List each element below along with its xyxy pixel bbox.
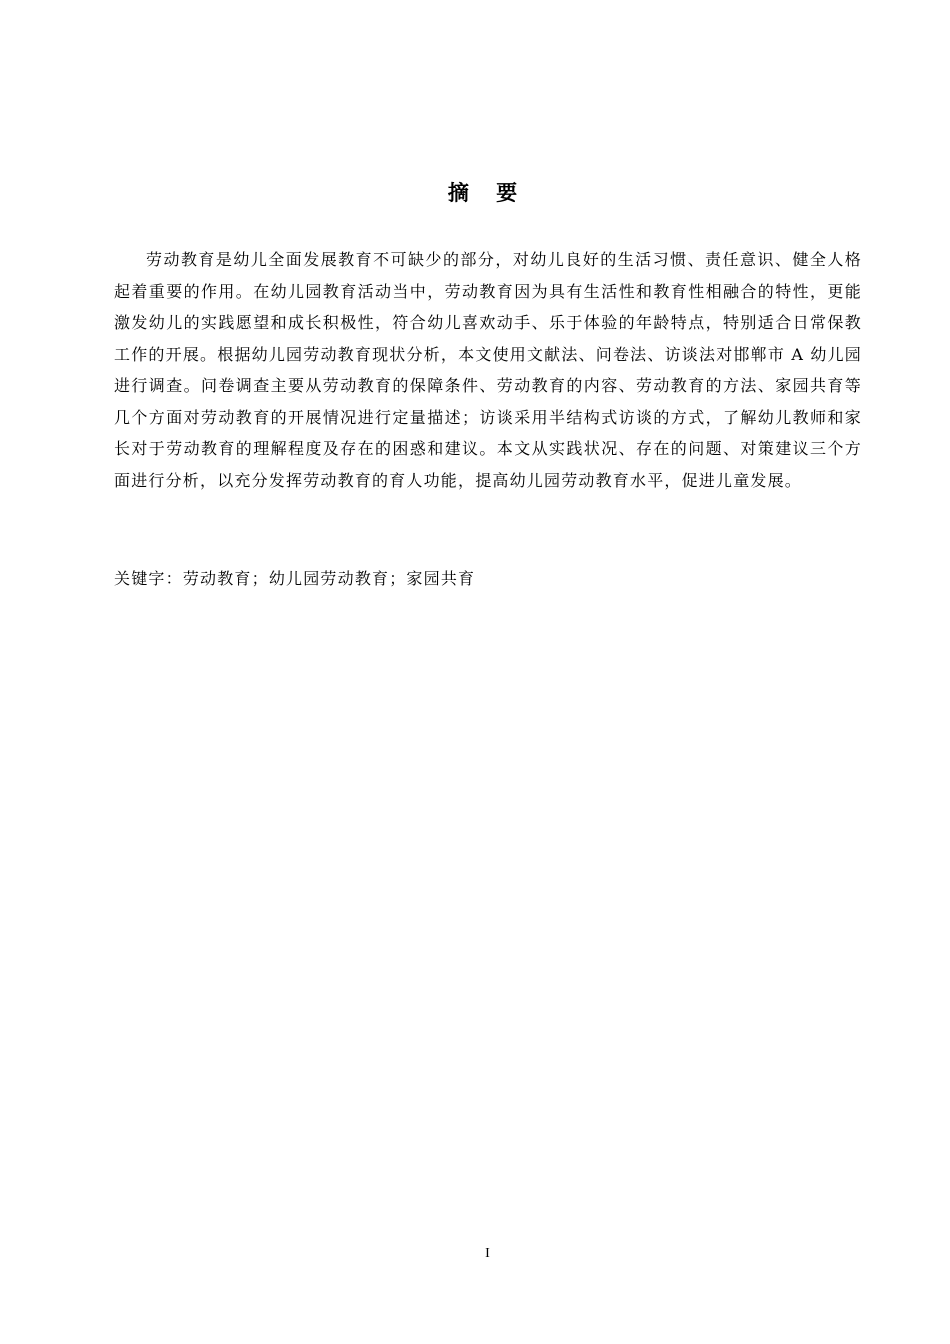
abstract-paragraph: 劳动教育是幼儿全面发展教育不可缺少的部分，对幼儿良好的生活习惯、责任意识、健全人格起着重要的作用。在幼儿园教育活动当中，劳动教育因为具有生活性和教育性相融合的特性，更能激发幼儿的实践愿望和成长积极性，符合幼儿喜欢动手、乐于体验的年龄特点，特别适合日常保教工作的开展。根据幼儿园劳动教育现状分析，本文使用文献法、问卷法、访谈法对邯郸市 A 幼儿园进行调查。问卷调查主要从劳动教育的保障条件、劳动教育的内容、劳动教育的方法、家园共育等几个方面对劳动教育的开展情况进行定量描述；访谈采用半结构式访谈的方式，了解幼儿教师和家长对于劳动教育的理解程度及存在的困惑和建议。本文从实践状况、存在的问题、对策建议三个方面进行分析，以充分发挥劳动教育的育人功能，提高幼儿园劳动教育水平，促进儿童发展。: [114, 250, 862, 490]
abstract-title: 摘 要: [447, 181, 528, 205]
keywords-label: 关键字：: [114, 569, 183, 588]
keywords-line: [114, 563, 862, 595]
page-number: I: [485, 1246, 490, 1261]
keywords-list: 劳动教育；幼儿园劳动教育；家园共育: [182, 569, 476, 588]
